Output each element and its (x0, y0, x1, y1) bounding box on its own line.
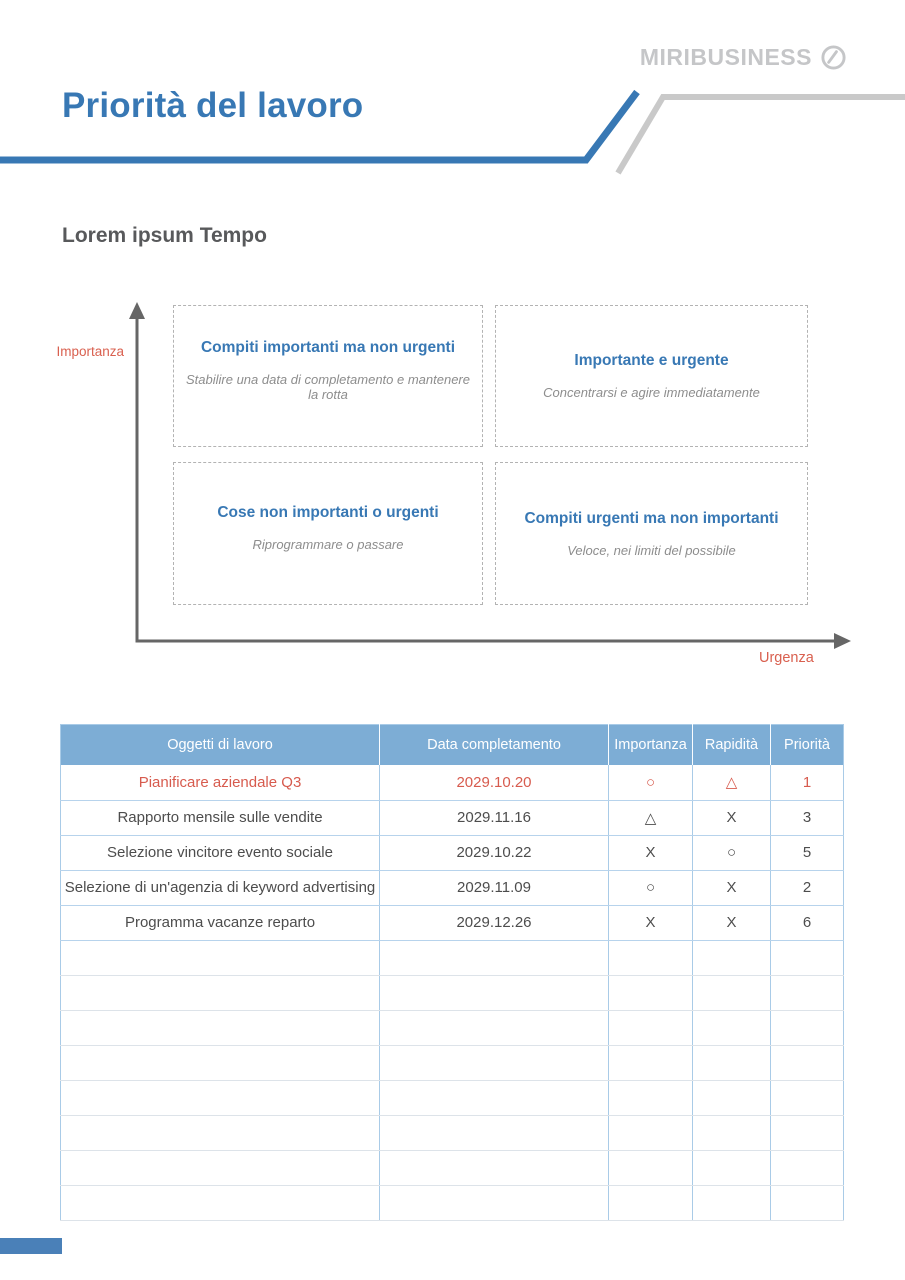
quadrant-title: Importante e urgente (574, 352, 729, 369)
empty-cell (609, 1010, 693, 1045)
empty-cell (693, 1010, 771, 1045)
empty-cell (61, 1045, 380, 1080)
empty-cell (693, 1080, 771, 1115)
date-cell: 2029.12.26 (380, 905, 609, 940)
table-header-row (61, 725, 844, 766)
empty-cell (771, 1080, 844, 1115)
column-header-speed: Rapidità (693, 725, 771, 766)
column-header-date: Data completamento (380, 725, 609, 766)
speed-cell: △ (693, 765, 771, 800)
empty-cell (380, 975, 609, 1010)
empty-cell (609, 1150, 693, 1185)
empty-cell (693, 940, 771, 975)
empty-cell (380, 1010, 609, 1045)
table-row (61, 765, 844, 800)
empty-cell (609, 1080, 693, 1115)
quadrant-subtitle: Riprogrammare o passare (252, 536, 404, 552)
x-axis-arrow-icon (834, 633, 851, 649)
empty-cell (61, 1080, 380, 1115)
empty-table-row (61, 1080, 844, 1115)
empty-cell (693, 1150, 771, 1185)
quadrant-important-not-urgent (173, 305, 483, 447)
task-cell: Rapporto mensile sulle vendite (61, 800, 380, 835)
empty-table-row (61, 1185, 844, 1220)
paperclip-circle-icon (820, 44, 847, 71)
importance-cell: ○ (609, 765, 693, 800)
table-row (61, 800, 844, 835)
logo (640, 44, 847, 71)
speed-cell: ○ (693, 835, 771, 870)
table-row (61, 835, 844, 870)
task-cell: Selezione di un'agenzia di keyword advertising (61, 870, 380, 905)
date-cell: 2029.11.16 (380, 800, 609, 835)
empty-table-row (61, 1150, 844, 1185)
priority-cell: 2 (771, 870, 844, 905)
priority-cell: 6 (771, 905, 844, 940)
quadrant-not-important-not-urgent (173, 462, 483, 605)
empty-cell (771, 940, 844, 975)
empty-cell (380, 940, 609, 975)
empty-cell (61, 940, 380, 975)
table-row (61, 870, 844, 905)
task-cell: Selezione vincitore evento sociale (61, 835, 380, 870)
empty-cell (61, 1010, 380, 1045)
empty-cell (609, 1185, 693, 1220)
speed-cell: X (693, 800, 771, 835)
importance-cell: X (609, 905, 693, 940)
empty-cell (61, 1185, 380, 1220)
task-cell: Programma vacanze reparto (61, 905, 380, 940)
importance-cell: ○ (609, 870, 693, 905)
quadrant-important-urgent (495, 305, 808, 447)
column-header-priority: Priorità (771, 725, 844, 766)
task-cell: Pianificare aziendale Q3 (61, 765, 380, 800)
footer-accent-bar (0, 1238, 62, 1254)
date-cell: 2029.10.20 (380, 765, 609, 800)
column-header-task: Oggetti di lavoro (61, 725, 380, 766)
empty-table-row (61, 940, 844, 975)
empty-cell (61, 1150, 380, 1185)
logo-text: MIRIBUSINESS (639, 44, 812, 70)
empty-cell (771, 1045, 844, 1080)
empty-cell (61, 975, 380, 1010)
importance-cell: △ (609, 800, 693, 835)
empty-cell (771, 1150, 844, 1185)
quadrant-subtitle: Veloce, nei limiti del possibile (567, 542, 736, 558)
empty-table-row (61, 975, 844, 1010)
quadrant-subtitle: Concentrarsi e agire immediatamente (543, 385, 760, 400)
empty-cell (380, 1080, 609, 1115)
y-axis-arrow-icon (129, 302, 145, 319)
table-row (61, 905, 844, 940)
x-axis-label: Urgenza (759, 650, 814, 666)
priority-matrix (0, 295, 905, 680)
empty-cell (380, 1045, 609, 1080)
empty-table-row (61, 1115, 844, 1150)
quadrant-title: Cose non importanti o urgenti (217, 503, 439, 521)
page-title: Priorità del lavoro (62, 86, 364, 125)
empty-cell (380, 1115, 609, 1150)
empty-cell (61, 1115, 380, 1150)
quadrant-title: Compiti urgenti ma non importanti (524, 509, 779, 527)
empty-cell (771, 1115, 844, 1150)
empty-cell (609, 1115, 693, 1150)
empty-cell (771, 975, 844, 1010)
date-cell: 2029.10.22 (380, 835, 609, 870)
empty-cell (693, 975, 771, 1010)
empty-cell (693, 1185, 771, 1220)
quadrant-urgent-not-important (495, 462, 808, 605)
empty-cell (380, 1150, 609, 1185)
priority-cell: 1 (771, 765, 844, 800)
empty-cell (609, 1045, 693, 1080)
importance-cell: X (609, 835, 693, 870)
empty-cell (380, 1185, 609, 1220)
speed-cell: X (693, 870, 771, 905)
work-priority-table (60, 724, 844, 1221)
priority-cell: 3 (771, 800, 844, 835)
empty-cell (693, 1115, 771, 1150)
priority-cell: 5 (771, 835, 844, 870)
date-cell: 2029.11.09 (380, 870, 609, 905)
column-header-importance: Importanza (609, 725, 693, 766)
empty-table-row (61, 1010, 844, 1045)
empty-cell (771, 1010, 844, 1045)
empty-cell (771, 1185, 844, 1220)
section-heading: Lorem ipsum Tempo (62, 224, 267, 247)
empty-cell (609, 975, 693, 1010)
quadrant-subtitle: Stabilire una data di completamento e mantenere la rotta (185, 371, 470, 402)
empty-cell (609, 940, 693, 975)
empty-table-row (61, 1045, 844, 1080)
empty-cell (693, 1045, 771, 1080)
speed-cell: X (693, 905, 771, 940)
quadrant-title: Compiti importanti ma non urgenti (200, 338, 456, 356)
y-axis-label: Importanza (56, 344, 124, 359)
